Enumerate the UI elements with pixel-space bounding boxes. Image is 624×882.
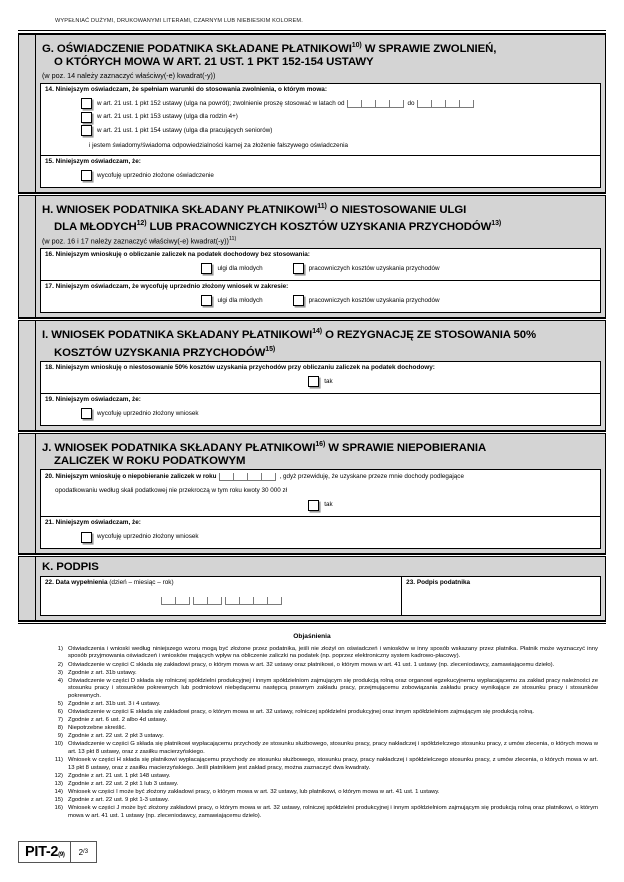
item-14-option-152-label: w art. 21 ust. 1 pkt 152 ustawy (ulga na powrót); zwolnienie proszę stosować w latach od <box>97 100 345 108</box>
section-i-title: I. WNIOSEK PODATNIKA SKŁADANY PŁATNIKOWI$^{14)}$ O REZYGNACJĘ ZE STOSOWANIA 50% KOSZTÓW UZYSKANIA PRZYCHODÓW$^{15)}$ <box>42 328 537 359</box>
signature-block <box>40 576 601 616</box>
footnote-12: 12) Zgodnie z art. 21 ust. 1 pkt 148 ustawy. <box>54 772 171 779</box>
item-19 <box>40 393 601 426</box>
item-23[interactable] <box>402 577 600 615</box>
section-g-title: G. OŚWIADCZENIE PODATNIKA SKŁADANE PŁATNIKOWI$^{10)}$ W SPRAWIE ZWOLNIEŃ, O KTÓRYCH MOWA W ART. 21 UST. 1 PKT 152-154 USTAWY <box>42 42 497 69</box>
item-21 <box>40 516 601 549</box>
item-14-option-153[interactable] <box>45 112 596 123</box>
item-17-option-employee-costs[interactable] <box>293 295 440 306</box>
checkbox-icon[interactable] <box>293 295 304 306</box>
item-16-option-youth-relief-label: ulgi dla młodych <box>217 265 263 273</box>
item-14-option-153-label: w art. 21 ust. 1 pkt 153 ustawy (ulga dla rodzin 4+) <box>97 113 238 121</box>
checkbox-icon[interactable] <box>81 125 92 136</box>
footnote-1: 1) Oświadczenia i wnioski według niniejszego wzoru mogą być złożone przez podatnika, jeśli nie złożył on oświadczeń i wniosków w inny sposób wskazany przez płatnika. Płatnik może wyznaczyć inny sposób przyjmowania oświadczeń i wniosków mających wpływ na obliczenie zaliczki na podatek (np. poprzez elektroniczny system kadrowo-płacowy). <box>57 645 598 660</box>
date-month-field[interactable] <box>193 597 222 605</box>
item-14-option-154[interactable] <box>45 125 596 136</box>
fill-instruction: WYPEŁNIAĆ DUŻYMI, DRUKOWANYMI LITERAMI, CZARNYM LUB NIEBIESKIM KOLOREM. <box>55 18 303 24</box>
item-14 <box>40 83 601 155</box>
footnote-4: 4) Oświadczenie w części D składa się rolniczej spółdzielni produkcyjnej i innym spółdzielniom zajmującym się produkcją rolną oraz organowi egzekucyjnemu wypłacającemu za zakład pracy należności ze stosunku pracy i stosunków pokrewnych lub podmiotowi niebędącemu następcą prawnym zakładu pracy, przejmującemu zobowiązania zakładu pracy wynikające ze stosunku pracy i stosunków pokrewnych. <box>57 677 598 699</box>
item-15-option-withdraw-label: wycofuję uprzednio złożone oświadczenie <box>97 171 214 179</box>
section-h-header <box>36 196 605 249</box>
date-year-field[interactable] <box>225 597 282 605</box>
footnote-ref-16: 16) <box>315 440 326 448</box>
checkbox-icon[interactable] <box>81 532 92 543</box>
footnote-9: 9) Zgodnie z art. 22 ust. 2 pkt 3 ustawy. <box>57 733 164 740</box>
item-15-label: 15. Niniejszym oświadczam, że: <box>45 157 141 165</box>
footnote-3: 3) Zgodnie z art. 31b ustawy. <box>57 669 137 676</box>
footnote-16: 16) Wniosek w części J może być złożony zakładowi pracy, o którym mowa w art. 32 ustawy, rolniczej spółdzielni produkcyjnej i innym spółdzielniom zajmującym się produkcją rolną oraz płatnikowi, o którym mowa w art. 41 ust. 1 ustawy (np. zleceniodawcy, zamawiającemu dzieło). <box>54 805 598 819</box>
item-16-option-employee-costs-label: pracowniczych kosztów uzyskania przychodów <box>308 265 440 273</box>
footnote-8: 8) Niepotrzebne skreślić. <box>57 725 126 732</box>
year-from-field[interactable] <box>347 100 404 108</box>
left-gutter-h <box>19 196 36 318</box>
footnote-ref-11: 11) <box>317 202 327 210</box>
page-indicator: 2 /3 <box>78 847 89 857</box>
explanations-title: Objaśnienia <box>293 632 331 640</box>
item-17-option-youth-relief[interactable] <box>201 295 262 306</box>
section-h-title: H. WNIOSEK PODATNIKA SKŁADANY PŁATNIKOWI$^{11)}$ O NIESTOSOWANIE ULGI DLA MŁODYCH$^{12)}$ LUB PRACOWNICZYCH KOSZTÓW UZYSKANIA PRZYCHODÓW$^{13)}$ <box>42 202 502 233</box>
checkbox-icon[interactable] <box>81 408 92 419</box>
section-i-header <box>36 321 605 360</box>
footnote-10: 10) Oświadczenie w części G składa się płatnikowi wypłacającemu przychody ze stosunku służbowego, stosunku pracy, pracy nakładczej i spółdzielczego stosunku pracy, z umów zlecenia, o których mowa w art. 13 pkt 8 ustawy, oraz z zasiłku macierzyńskiego. <box>54 741 598 756</box>
item-17-option-youth-relief-label: ulgi dla młodych <box>217 297 263 305</box>
explanations-list <box>18 646 606 821</box>
item-14-label: 14. Niniejszym oświadczam, że spełniam warunki do stosowania zwolnienia, o którym mowa: <box>45 85 327 93</box>
item-20-line2: opodatkowaniu według skali podatkowej nie przekroczą w tym roku kwoty 30 000 zł <box>55 487 288 495</box>
checkbox-icon[interactable] <box>201 263 212 274</box>
footnote-2: 2) Oświadczenie w części C składa się zakładowi pracy, o którym mowa w art. 32 ustawy oraz płatnikowi, o którym mowa w art. 41 ust. 1 ustawy (np. zleceniodawcy, zamawiającemu dzieło). <box>57 661 555 668</box>
item-15-option-withdraw[interactable] <box>45 170 596 181</box>
footnote-11: 11) Wniosek w części H składa się płatnikowi wypłacającemu przychody ze stosunku służbowego, stosunku pracy, pracy nakładczej i spółdzielczego stosunku pracy, z umów zlecenia, o których mowa w art. 13 pkt 8 ustawy, oraz z zasiłku macierzyńskiego. Jeśli płatnikiem jest zakład pracy, można zaznaczyć dwa kwadraty. <box>54 757 598 771</box>
item-18-option-yes[interactable] <box>45 376 596 387</box>
item-22 <box>41 577 402 615</box>
checkbox-icon[interactable] <box>81 170 92 181</box>
item-20 <box>40 469 601 516</box>
item-23-label: 23. Podpis podatnika <box>406 578 471 586</box>
item-19-label: 19. Niniejszym oświadczam, że: <box>45 395 141 403</box>
item-20-label: 20. Niniejszym wnioskuję o niepobieranie zaliczek w roku , gdyż przewiduję, że uzyskane przeze mnie dochody podlegające <box>45 473 464 481</box>
section-i <box>18 321 606 429</box>
tax-year-field[interactable] <box>219 473 276 481</box>
item-18 <box>40 361 601 393</box>
date-day-field[interactable] <box>161 597 190 605</box>
item-19-option-withdraw-label: wycofuję uprzednio złożony wniosek <box>97 409 199 417</box>
section-k <box>18 557 606 619</box>
year-to-field[interactable] <box>417 100 474 108</box>
item-14-option-154-label: w art. 21 ust. 1 pkt 154 ustawy (ulga dla pracujących seniorów) <box>97 126 273 134</box>
left-gutter-i <box>19 321 36 429</box>
checkbox-icon[interactable] <box>81 98 92 109</box>
item-17-option-employee-costs-label: pracowniczych kosztów uzyskania przychodów <box>308 297 440 305</box>
section-j-header <box>36 434 605 470</box>
checkbox-icon[interactable] <box>308 376 319 387</box>
item-16-label: 16. Niniejszym wnioskuję o obliczanie zaliczek na podatek dochodowy bez stosowania: <box>45 251 310 259</box>
item-14-option-152[interactable] <box>45 98 596 109</box>
footnote-ref-14: 14) <box>312 328 323 336</box>
section-g-header <box>36 35 605 83</box>
item-21-label: 21. Niniejszym oświadczam, że: <box>45 519 141 527</box>
item-16-option-youth-relief[interactable] <box>201 263 262 274</box>
footnote-ref-12: 12) <box>136 219 147 227</box>
footnote-ref-15: 15) <box>265 345 276 353</box>
item-20-option-yes-label: tak <box>324 501 333 509</box>
footnote-13: 13) Zgodnie z art. 22 ust. 2 pkt 1 lub 3 ustawy. <box>54 780 179 787</box>
form-code: PIT-2 $_{(9)}$ <box>19 842 71 862</box>
item-14-option-152-mid: do <box>407 100 415 108</box>
item-17 <box>40 280 601 313</box>
item-15 <box>40 155 601 188</box>
item-20-option-yes[interactable] <box>45 500 596 511</box>
item-22-label: 22. Data wypełnienia (dzień – miesiąc – rok) <box>45 578 174 586</box>
section-k-title: K. PODPIS <box>42 561 99 574</box>
checkbox-icon[interactable] <box>293 263 304 274</box>
section-k-header <box>36 557 605 575</box>
item-21-option-withdraw[interactable] <box>45 532 596 543</box>
date-field[interactable] <box>45 587 397 605</box>
left-gutter-k <box>19 557 36 619</box>
footnote-6: 6) Oświadczenie w części E składa się zakładowi pracy, o którym mowa w art. 32 ustawy, rolniczej spółdzielni produkcyjnej oraz innym spółdzielniom zajmującym się produkcją rolną. <box>57 709 534 716</box>
footnote-14: 14) Wniosek w części I może być złożony zakładowi pracy, o którym mowa w art. 32 ustawy, lub płatnikowi, o którym mowa w art. 41 ust. 1 ustawy. <box>54 789 440 796</box>
item-14-criminal-liability-note: i jestem świadomy/świadoma odpowiedzialności karnej za złożenie fałszywego oświadczenia <box>89 141 348 149</box>
item-16-option-employee-costs[interactable] <box>293 263 440 274</box>
section-h-subtitle: (w poz. 16 i 17 należy zaznaczyć właściwy(-e) kwadrat(-y))$^{11)}$ <box>42 236 237 246</box>
checkbox-icon[interactable] <box>201 295 212 306</box>
item-16 <box>40 248 601 280</box>
left-gutter-g <box>19 35 36 192</box>
item-17-label: 17. Niniejszym oświadczam, że wycofuję uprzednio złożony wniosek w zakresie: <box>45 283 289 291</box>
footnote-15: 15) Zgodnie z art. 22 ust. 9 pkt 1-3 ustawy. <box>54 797 170 804</box>
form-footer <box>18 841 97 863</box>
section-h <box>18 196 606 318</box>
checkbox-icon[interactable] <box>81 112 92 123</box>
footnote-7: 7) Zgodnie z art. 6 ust. 2 albo 4d ustawy. <box>57 717 168 724</box>
footnote-ref-13: 13) <box>491 219 502 227</box>
section-g <box>18 35 606 192</box>
section-j-title: J. WNIOSEK PODATNIKA SKŁADANY PŁATNIKOWI$^{16)}$ W SPRAWIE NIEPOBIERANIA ZALICZEK W ROKU PODATKOWYM <box>42 440 487 468</box>
item-19-option-withdraw[interactable] <box>45 408 596 419</box>
section-g-subtitle: (w poz. 14 należy zaznaczyć właściwy(-e) kwadrat(-y)) <box>42 70 216 80</box>
left-gutter-j <box>19 434 36 554</box>
checkbox-icon[interactable] <box>308 500 319 511</box>
item-21-option-withdraw-label: wycofuję uprzednio złożony wniosek <box>97 533 199 541</box>
footnote-5: 5) Zgodnie z art. 31b ust. 3 i 4 ustawy. <box>57 700 161 707</box>
section-j <box>18 434 606 554</box>
item-18-label: 18. Niniejszym wnioskuję o niestosowanie 50% kosztów uzyskania przychodów przy obliczaniu zaliczek na podatek dochodowy: <box>45 363 435 371</box>
footnote-ref-10: 10) <box>351 42 362 49</box>
item-18-option-yes-label: tak <box>324 377 333 385</box>
